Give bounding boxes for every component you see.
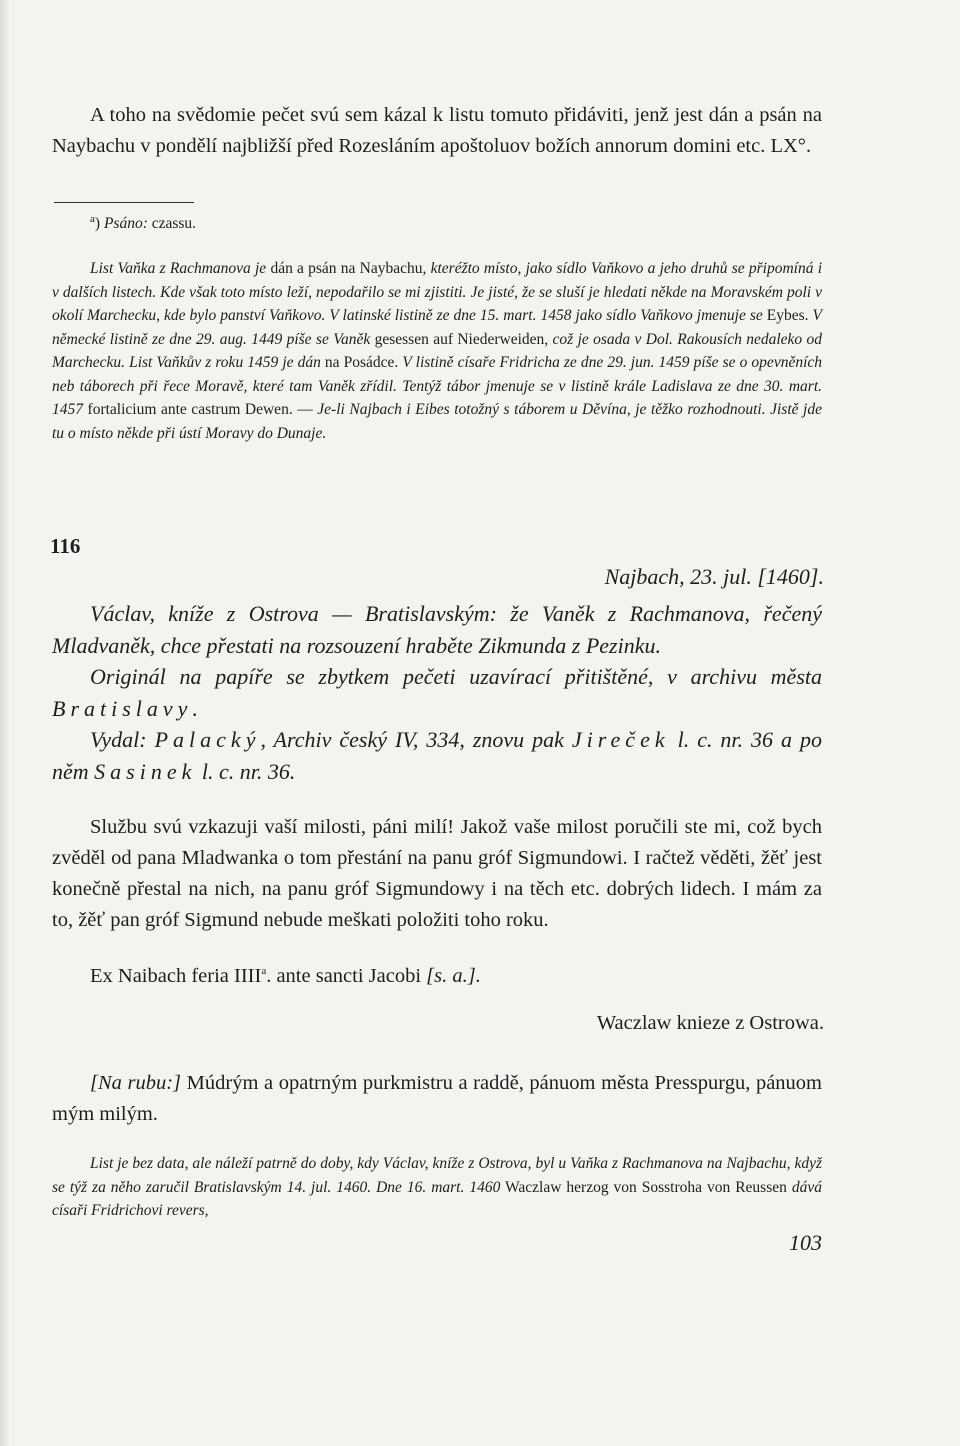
letter-dating	[52, 961, 822, 992]
edition-author-palacky: Palacký	[154, 727, 261, 752]
commentary-1-part-1: List Vaňka z Rachmanova je	[90, 260, 267, 277]
original-city: Bratislavy	[52, 695, 193, 721]
address-text: Múdrým a opatrným purkmistru a raddě, pánuom města Presspurgu, pánuom mým milým.	[52, 1072, 823, 1125]
commentary-2-part-1: List je bez data, ale náleží patrně do doby, kdy Václav, kníže z Ostrova, byl u Vaňka z Rachmanova na Najbachu, když se týž za něho zaručil Bratislavským 14. jul. 1460. Dne 16. mart. 1460	[52, 1155, 822, 1196]
commentary-1-part-6: gesessen auf Niederweiden,	[374, 330, 549, 348]
footnote-label: Psáno:	[103, 215, 148, 232]
footnote-text: czassu.	[151, 215, 197, 232]
address-label: [Na rubu:]	[90, 1072, 182, 1094]
commentary-1-part-2: dán a psán na Naybachu,	[270, 260, 427, 277]
original-end: .	[192, 695, 198, 721]
top-paragraph-text: A toho na svědomie pečet svú sem kázal k listu tomuto přidáviti, jenž jest dán a psán na Naybachu v pondělí najbližší před Rozesláním apoštoluov božích annorum domini etc. LX°.	[52, 104, 822, 157]
edition-label: Vydal:	[90, 727, 147, 752]
document-header	[52, 598, 822, 787]
page-number: 103	[789, 1230, 822, 1255]
footnote-marker: a	[90, 212, 95, 225]
letter-body	[52, 812, 822, 936]
scan-edge-shadow	[0, 0, 10, 1446]
commentary-1-part-3: kteréžto místo, jako sídlo Vaňkovo a jeho druhů se připomíná i v dalších listech. Kde však toto místo leží, nepodařilo se mi zjistiti. Je jisté, že se sluší je hledati někde na Moravském poli v okolí Marchecku, kde bylo panství Vaňkovo. V latinské listině ze dne 15. mart. 1458 jako sídlo Vaňkovo jmenuje se	[52, 260, 823, 324]
commentary-1-part-11: Je-li Najbach i Eibes totožný s táborem u Děvína, je těžko rozhodnouti. Jistě jde tu o místo někde při ústí Moravy do Dunaje.	[52, 401, 822, 442]
commentary-block-1	[52, 257, 822, 445]
letter-text: Službu svú vzkazuji vaší milosti, páni milí! Jakož vaše milost poručili ste mi, což bych zvěděl od pana Mladwanka o tom přestání na panu gróf Sigmundowi. I račtež věděti, žěť jest konečně přestal na nich, na panu gróf Sigmundowy i na těch etc. dobrých lidech. I mám za to, žěť pan gróf Sigmund nebude meškati položiti toho roku.	[52, 816, 822, 931]
edition-text-3: l. c. nr. 36.	[201, 758, 296, 784]
letter-signature: Waczlaw knieze z Ostrowa.	[596, 1012, 824, 1034]
original-note	[52, 661, 822, 724]
commentary-1-part-7: což je osada v Dol. Rakousích nedaleko od Marchecku. List Vaňkův z roku 1459 je dán	[52, 330, 823, 371]
top-paragraph	[52, 100, 822, 162]
edition-author-jirecek: Jireček	[571, 727, 670, 752]
edition-author-sasinek: Sasinek	[94, 758, 197, 784]
footnote-divider	[54, 202, 194, 203]
commentary-2-part-2: Waczlaw herzog von Sosstroha von Reussen	[505, 1178, 787, 1196]
commentary-1-part-5: V německé listině ze dne 29. aug. 1449 píše se Vaněk	[52, 307, 822, 348]
commentary-2-part-3: dává císaři Fridrichovi revers,	[52, 1178, 822, 1219]
regest: Václav, kníže z Ostrova — Bratislavským: že Vaněk z Rachmanova, řečený Mladvaněk, chce přestati na rozsouzení hraběte Zikmunda z Pezinku.	[52, 601, 822, 658]
document-number: 116	[50, 534, 81, 558]
footnote-a: $^a$) Psáno: czassu.	[90, 212, 197, 232]
commentary-1-part-4: Eybes.	[766, 307, 809, 324]
edition-text-1: , Archiv český IV, 334, znovu pak	[260, 727, 564, 752]
dating-text-1: Ex Naibach feria IIII	[90, 965, 262, 987]
commentary-1-part-10: fortalicium ante castrum Dewen. —	[87, 401, 313, 418]
dating-text-3: [s. a.].	[426, 965, 481, 987]
commentary-1-part-9: V listině císaře Fridricha ze dne 29. jun. 1459 píše se o opevněních neb táborech při řece Moravě, které tam Vaněk zřídil. Tentýž tábor jmenuje se v listině krále Ladislava ze dne 30. mart. 1457	[52, 354, 823, 418]
dating-text-2: . ante sancti Jacobi	[266, 965, 422, 987]
dating-sup: a	[261, 965, 267, 978]
edition-note	[52, 724, 822, 787]
place-date: Najbach, 23. jul. [1460].	[604, 564, 824, 589]
original-note-text: Originál na papíře se zbytkem pečeti uzavírací přitištěné, v archivu města	[90, 664, 822, 689]
letter-address	[52, 1068, 822, 1130]
commentary-block-2	[52, 1152, 822, 1223]
commentary-1-part-8: na Posádce.	[324, 354, 399, 371]
edition-text-2: l. c. nr. 36 a po něm	[52, 727, 823, 784]
